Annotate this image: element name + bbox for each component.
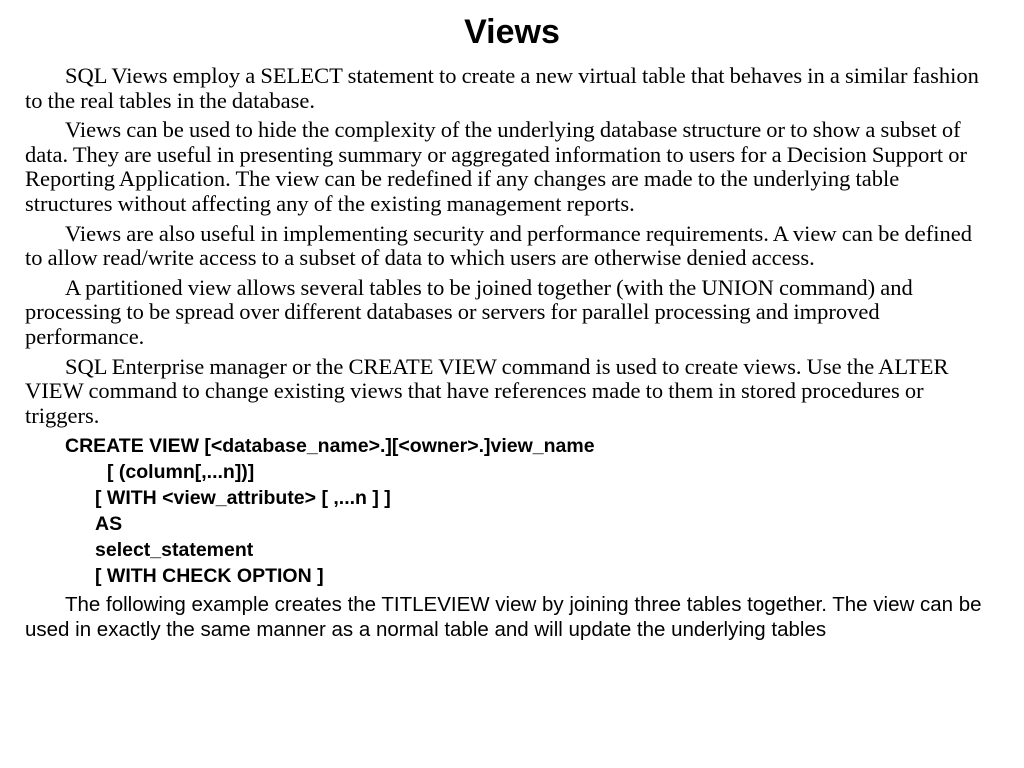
code-line-check-option: [ WITH CHECK OPTION ] [95,565,324,588]
slide-title: Views [464,13,560,51]
paragraph-security: Views are also useful in implementing security and performance requirements. A view can be defined to allow read/write access to a subset of data to which users are otherwise denied access. [25,220,972,271]
code-line-with-attribute: [ WITH <view_attribute> [ ,...n ] ] [95,487,391,510]
paragraph-intro: SQL Views employ a SELECT statement to create a new virtual table that behaves in a similar fashion to the real tables in the database. [25,63,979,113]
paragraph-partitioned: A partitioned view allows several tables to be joined together (with the UNION command) and processing to be spread over different databases or servers for parallel processing and improved performance. [25,274,913,349]
paragraph-complexity: Views can be used to hide the complexity of the underlying database structure or to show a subset of data. They are useful in presenting summary or aggregated information to users for a Decision Support or Reporting Application. The view can be redefined if any changes are made to the underlying table structures without affecting any of the existing management reports. [25,117,967,216]
code-line-columns: [ (column[,...n])] [107,461,255,484]
syntax-code-block [25,433,985,589]
code-line-select: select_statement [95,539,254,562]
code-line-as: AS [95,513,123,536]
paragraph-example: The following example creates the TITLEVIEW view by joining three tables together. The view can be used in exactly the same manner as a normal table and will update the underlying tables [25,593,982,641]
slide-body [25,64,985,642]
code-line-create-view: CREATE VIEW [<database_name>.][<owner>.]view_name [65,435,595,458]
paragraph-create-view: SQL Enterprise manager or the CREATE VIEW command is used to create views. Use the ALTER VIEW command to change existing views that have references made to them in stored procedures or triggers. [25,353,949,428]
